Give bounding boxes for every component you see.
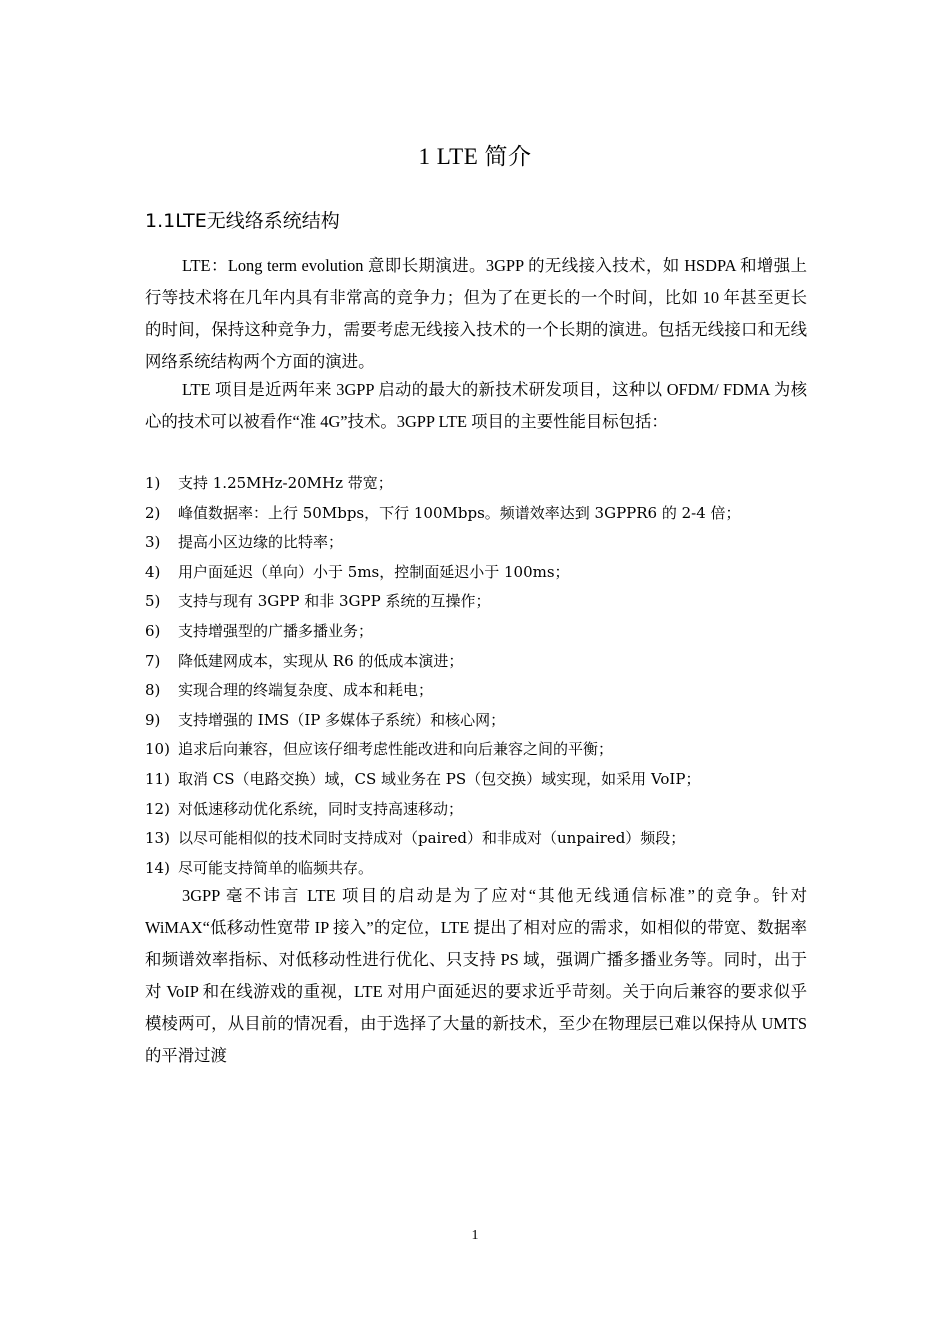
list-item-number: 1) xyxy=(145,474,161,492)
paragraph-competition: 3GPP 毫不讳言 LTE 项目的启动是为了应对“其他无线通信标准”的竞争。针对 WiMAX“低移动性宽带 IP 接入”的定位，LTE 提出了相对应的需求，如相似的带宽、数据率和频谱效率指标、对低移动性进行优化、只支持 PS 域，强调广播多播业务等。同时，出于对 VoIP 和在线游戏的重视，LTE 对用户面延迟的要求近乎苛刻。关于向后兼容的要求似乎模棱两可，从目前的情况看，由于选择了大量的新技术，至少在物理层已难以保持从 UMTS 的平滑过渡 xyxy=(145,886,807,1065)
list-item xyxy=(145,735,825,765)
list-item-number: 10) xyxy=(145,740,170,759)
list-item-number: 8) xyxy=(145,681,161,700)
list-item-number: 3) xyxy=(145,533,161,552)
list-item-number: 4) xyxy=(145,562,161,581)
list-item xyxy=(145,647,825,677)
list-item-text: 尽可能支持简单的临频共存。 xyxy=(178,858,374,877)
list-item-text: 实现合理的终端复杂度、成本和耗电； xyxy=(178,681,434,700)
list-item xyxy=(145,795,825,825)
list-item-text: 提高小区边缘的比特率； xyxy=(178,533,344,552)
list-item-text: 支持与现有 3GPP 和非 3GPP 系统的互操作； xyxy=(178,592,491,611)
list-item-text: 支持 1.25MHz-20MHz 带宽； xyxy=(178,474,393,492)
paragraph-lte-project: LTE 项目是近两年来 3GPP 启动的最大的新技术研发项目，这种以 OFDM/ FDMA 为核心的技术可以被看作“准 4G”技术。3GPP LTE 项目的主要性能目标包括： xyxy=(145,380,807,431)
list-item-text: 降低建网成本，实现从 R6 的低成本演进； xyxy=(178,651,464,670)
list-item-number: 6) xyxy=(145,621,161,640)
list-item-text: 对低速移动优化系统，同时支持高速移动； xyxy=(178,799,464,818)
list-item-text: 支持增强型的广播多播业务； xyxy=(178,621,374,640)
list-item-text: 用户面延迟（单向）小于 5ms，控制面延迟小于 100ms； xyxy=(178,562,570,581)
list-item-number: 2) xyxy=(145,503,161,522)
list-item xyxy=(145,854,825,884)
list-item-text: 追求后向兼容，但应该仔细考虑性能改进和向后兼容之间的平衡； xyxy=(178,740,614,759)
list-item-number: 7) xyxy=(145,651,161,670)
list-item xyxy=(145,824,825,854)
list-item-number: 13) xyxy=(145,829,170,848)
page-title: 1 LTE 简介 xyxy=(418,144,532,169)
list-item-text: 取消 CS（电路交换）域，CS 域业务在 PS（包交换）域实现，如采用 VoIP； xyxy=(178,769,701,788)
section-heading: 1.1LTE无线络系统结构 xyxy=(145,210,340,232)
list-item xyxy=(145,587,825,617)
list-item-number: 5) xyxy=(145,592,161,611)
list-item xyxy=(145,499,825,529)
list-item-text: 峰值数据率：上行 50Mbps，下行 100Mbps。频谱效率达到 3GPPR6 的 2-4 倍； xyxy=(178,503,741,522)
list-item-text: 以尽可能相似的技术同时支持成对（paired）和非成对（unpaired）频段； xyxy=(178,829,686,848)
list-item xyxy=(145,528,825,558)
list-item-text: 支持增强的 IMS（IP 多媒体子系统）和核心网； xyxy=(178,710,506,729)
list-item xyxy=(145,469,825,499)
list-item-number: 9) xyxy=(145,710,161,729)
list-item xyxy=(145,706,825,736)
list-item xyxy=(145,617,825,647)
list-item-number: 14) xyxy=(145,858,170,877)
requirements-list xyxy=(145,469,825,883)
list-item xyxy=(145,765,825,795)
list-item-number: 11) xyxy=(145,769,170,788)
list-item-number: 12) xyxy=(145,799,170,818)
paragraph-intro: LTE：Long term evolution 意即长期演进。3GPP 的无线接入技术，如 HSDPA 和增强上行等技术将在几年内具有非常高的竞争力；但为了在更长的一个时间，比如 10 年甚至更长的时间，保持这种竞争力，需要考虑无线接入技术的一个长期的演进。包括无线接口和无线网络系统结构两个方面的演进。 xyxy=(145,256,807,371)
list-item xyxy=(145,676,825,706)
page-number: 1 xyxy=(471,1228,479,1243)
list-item xyxy=(145,558,825,588)
